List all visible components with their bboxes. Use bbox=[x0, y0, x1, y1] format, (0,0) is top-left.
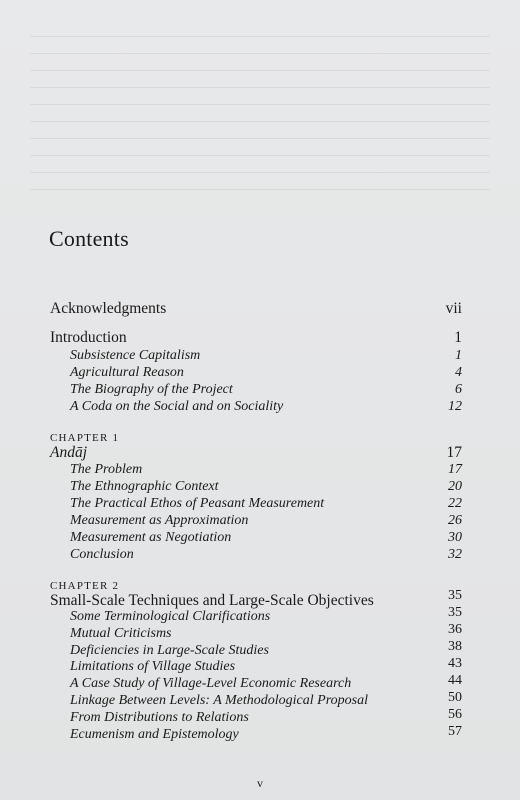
toc-subentry-label: Ecumenism and Epistemology bbox=[70, 726, 239, 742]
toc-page-number: 56 bbox=[448, 707, 462, 722]
toc-entry-label: Acknowledgments bbox=[50, 300, 167, 317]
toc-subentry bbox=[70, 347, 462, 365]
toc-subentry-page: 32 bbox=[448, 547, 462, 562]
toc-subentry-page: 26 bbox=[448, 513, 462, 528]
toc-page-number: 38 bbox=[448, 639, 462, 654]
toc-subentry-page: 17 bbox=[448, 462, 462, 477]
toc-subentry-label: Deficiencies in Large-Scale Studies bbox=[70, 642, 269, 658]
toc-subentry-label: The Problem bbox=[70, 462, 143, 477]
toc-subentry-label: Measurement as Negotiation bbox=[70, 530, 232, 545]
toc-subentry-label: Measurement as Approximation bbox=[70, 513, 249, 528]
toc-subentry-page: 6 bbox=[455, 382, 462, 397]
toc-entry-label: Introduction bbox=[50, 329, 127, 346]
toc-subentry-label: A Case Study of Village-Level Economic Research bbox=[70, 676, 352, 692]
toc-entry-page: 17 bbox=[446, 444, 462, 461]
chapter-title: Small-Scale Techniques and Large-Scale Objectives bbox=[50, 592, 374, 609]
toc-subentry bbox=[70, 398, 462, 416]
toc-page-number: 44 bbox=[448, 673, 462, 688]
toc-entry-page: vii bbox=[445, 300, 462, 317]
toc-subentry-label: Mutual Criticisms bbox=[70, 625, 172, 641]
page-title: Contents bbox=[49, 226, 129, 251]
toc-subentry-label: A Coda on the Social and on Sociality bbox=[70, 399, 284, 414]
toc-subentry bbox=[70, 478, 462, 496]
toc-subentry bbox=[70, 512, 462, 530]
toc-subentry-label: The Practical Ethos of Peasant Measurement bbox=[70, 496, 325, 511]
toc-subentry bbox=[70, 364, 462, 382]
toc-subentry-page: 22 bbox=[448, 496, 462, 511]
toc-subentry bbox=[70, 461, 462, 479]
toc-subentry-label: Limitations of Village Studies bbox=[70, 659, 236, 675]
chapter-number-label: CHAPTER 1 bbox=[50, 432, 120, 444]
toc-page-number: 36 bbox=[448, 622, 462, 637]
toc-subentry-label: Conclusion bbox=[70, 547, 134, 562]
toc-subentry bbox=[70, 546, 462, 564]
page-folio: v bbox=[257, 776, 263, 790]
toc-subentry-label: Some Terminological Clarifications bbox=[70, 609, 271, 624]
toc-subentry-page: 30 bbox=[448, 530, 462, 545]
toc-page-number: 50 bbox=[448, 690, 462, 705]
chapter-title: Andāj bbox=[50, 444, 88, 461]
toc-subentry bbox=[70, 495, 462, 513]
toc-subentry-label: Linkage Between Levels: A Methodological Proposal bbox=[70, 692, 368, 708]
toc-subentry-page: 20 bbox=[448, 479, 462, 494]
toc-subentry-page: 1 bbox=[455, 348, 462, 363]
toc-subentry-page: 12 bbox=[448, 399, 462, 414]
toc-subentry-page: 4 bbox=[455, 365, 462, 380]
toc-subentry-label: Subsistence Capitalism bbox=[70, 348, 201, 363]
chapter-number-label: CHAPTER 2 bbox=[50, 580, 120, 592]
toc-entry-page: 1 bbox=[454, 329, 462, 346]
toc-entry-introduction bbox=[50, 329, 462, 347]
chapter-2-section-list bbox=[70, 609, 368, 743]
chapter-2-page-numbers bbox=[400, 587, 462, 740]
toc-subentry-label: From Distributions to Relations bbox=[70, 709, 249, 725]
toc-subentry-label: The Biography of the Project bbox=[70, 382, 233, 397]
toc-entry-chapter-1 bbox=[50, 444, 462, 462]
toc-page-number: 43 bbox=[448, 656, 462, 671]
toc-subentry bbox=[70, 381, 462, 399]
toc-subentry-label: Agricultural Reason bbox=[70, 365, 184, 380]
toc-subentry-label: The Ethnographic Context bbox=[70, 479, 219, 494]
toc-page-number: 57 bbox=[448, 724, 462, 739]
toc-subentry bbox=[70, 529, 462, 547]
toc-page-number: 35 bbox=[448, 605, 462, 620]
toc-entry-acknowledgments bbox=[50, 300, 462, 318]
toc-page-number: 35 bbox=[448, 588, 462, 603]
